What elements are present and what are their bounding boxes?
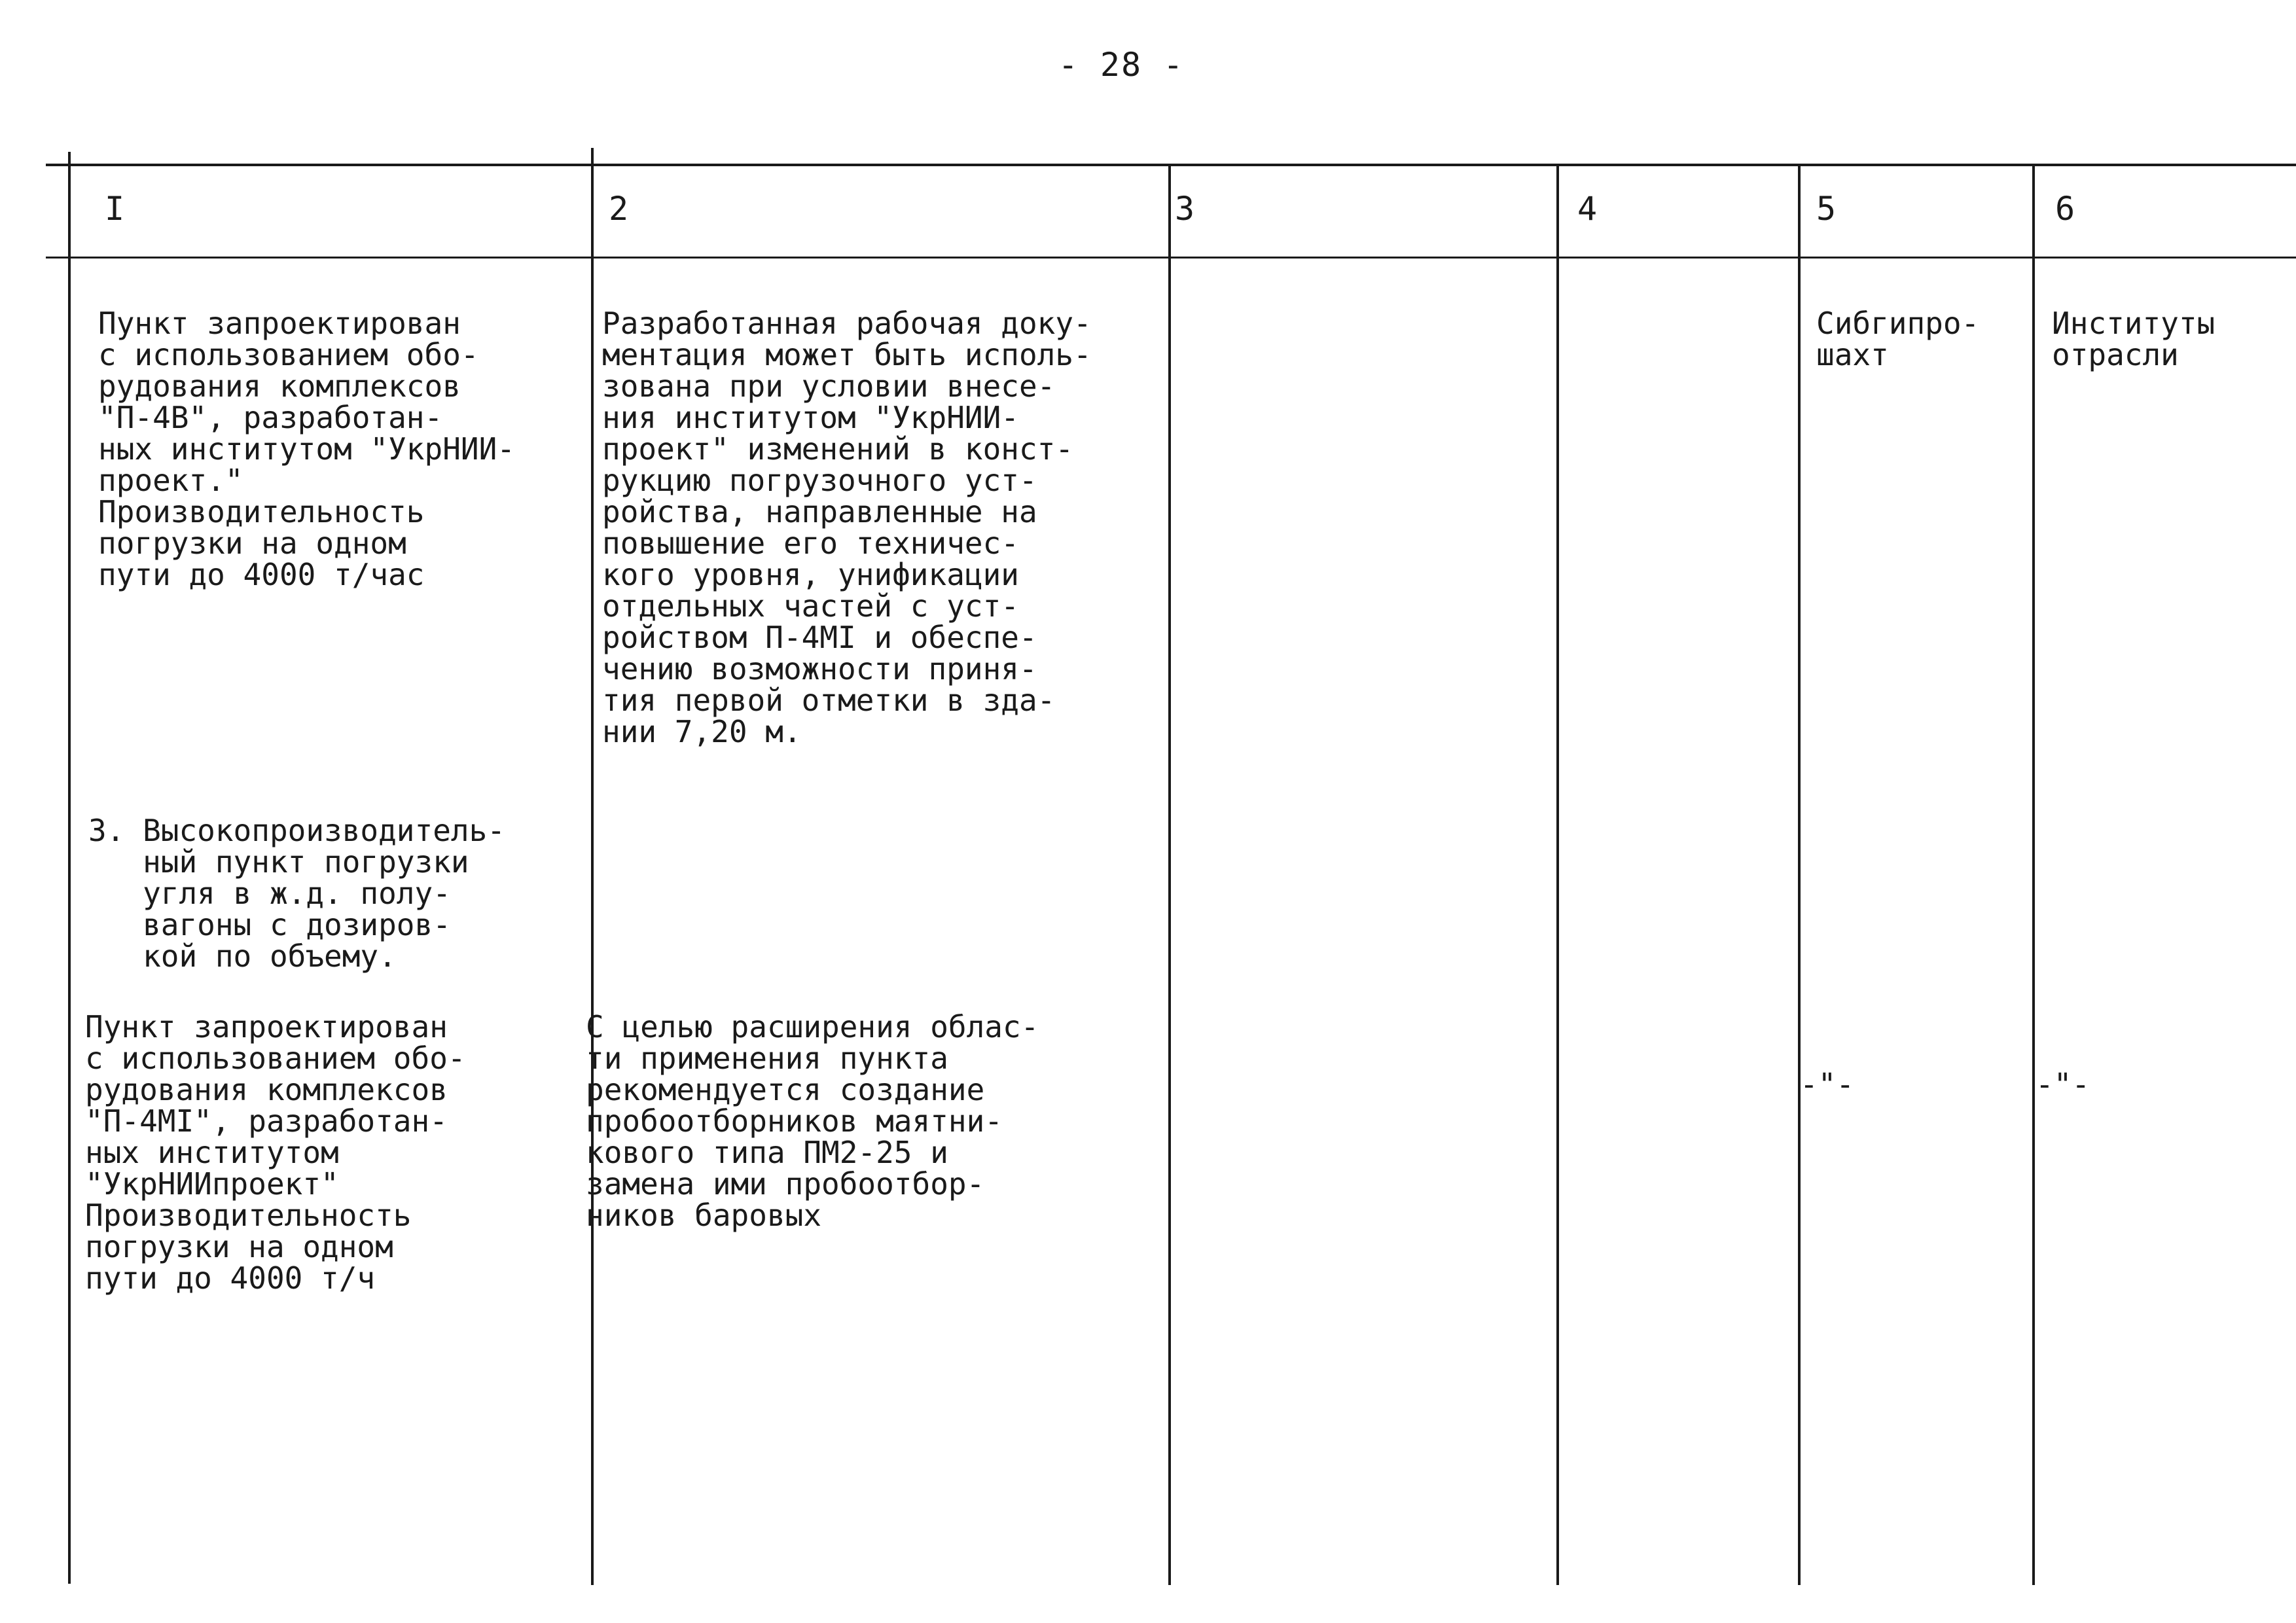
row3-col5-ditto: -"- [1800, 1067, 1855, 1102]
row2-section-heading: 3. Высокопроизводитель- ный пункт погрузки угля в ж.д. полу- вагоны с дозиров- кой по объему. [88, 813, 505, 974]
column-border-4-5 [1798, 166, 1801, 1585]
row3-col6-ditto: -"- [2036, 1067, 2090, 1102]
column-header-3: 3 [1175, 190, 1195, 228]
column-header-2: 2 [609, 190, 629, 228]
column-header-1: I [105, 190, 125, 228]
column-border-1-2 [591, 148, 594, 1585]
column-border-3-4 [1556, 166, 1559, 1585]
column-header-6: 6 [2055, 190, 2075, 228]
row1-col5-executor: Сибгипро- шахт [1816, 306, 1980, 372]
row3-col2-recommendation: С целью расширения облас- ти применения пункта рекомендуется создание пробоотборников маятни- кового типа ПМ2-25 и замена ими пробоотбор- ников баровых [586, 1009, 1039, 1233]
row3-col1-description: Пункт запроектирован с использованием обо- рудования комплексов "П-4МI", разработан- ных институтом "УкрНИИпроект" Производительность погрузки на одном пути до 4000 т/ч [85, 1009, 466, 1296]
column-header-5: 5 [1816, 190, 1837, 228]
column-border-left [68, 152, 71, 1584]
column-header-4: 4 [1577, 190, 1598, 228]
row1-col1-description: Пункт запроектирован с использованием обо- рудования комплексов "П-4В", разработан- ных институтом "УкрНИИ- проект." Производительность погрузки на одном пути до 4000 т/час [98, 306, 515, 592]
column-border-5-6 [2032, 166, 2035, 1585]
column-border-2-3 [1168, 166, 1171, 1585]
table-header-rule [46, 257, 2296, 259]
row1-col6-participants: Институты отрасли [2052, 306, 2215, 372]
table-top-rule [46, 164, 2296, 166]
page-number: - 28 - [1058, 46, 1185, 84]
row1-col2-recommendation: Разработанная рабочая доку- ментация может быть исполь- зована при условии внесе- ния институтом "УкрНИИ- проект" изменений в конст- рукцию погрузочного уст- ройства, направленные на повышение его техничес- кого уровня, унификации отдельных частей с уст- ройством П-4МI и обеспе- чению возможности приня- тия первой отметки в зда- нии 7,20 м. [602, 306, 1092, 749]
